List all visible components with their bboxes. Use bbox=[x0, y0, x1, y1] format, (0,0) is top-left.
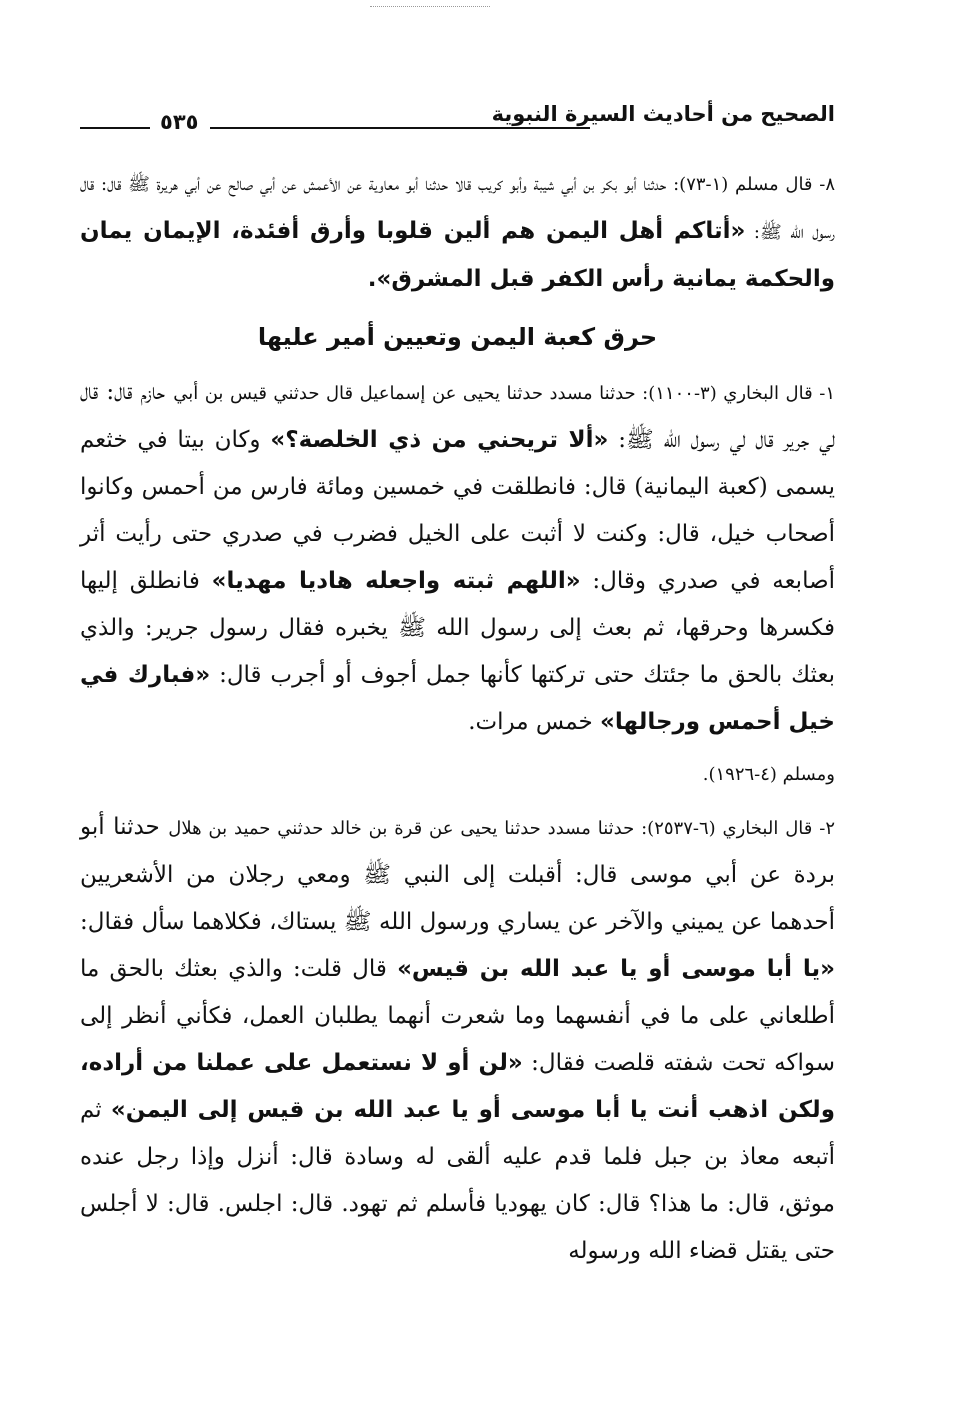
hadith-1-text: وكان بيتا في خثعم يسمى (كعبة اليمانية) قال: فانطلقت في خمسين ومائة فارس من أحمس وكانوا أصحاب خيل، قال: وكنت لا أثبت على الخيل فضرب في صدري حتى رأيت أثر أصابعه في صدري وقال: bbox=[80, 427, 836, 594]
hadith-1 bbox=[80, 369, 835, 746]
hadith-2-text: حدثنا أبو بردة عن أبي موسى قال: أقبلت إلى النبي ﷺ ومعي رجلان من الأشعريين أحدهما عن يميني والآخر عن يساري ورسول الله ﷺ يستاك، فكلاهما سأل فقال: bbox=[80, 814, 835, 935]
hadith-2 bbox=[80, 804, 835, 1275]
hadith-2-quote: «يا أبا موسى أو يا عبد الله بن قيس» bbox=[397, 956, 835, 982]
hadith-8 bbox=[80, 160, 835, 303]
section-heading: حرق كعبة اليمن وتعيين أمير عليها bbox=[257, 323, 658, 351]
hadith-1-quote: «فبارك في خيل أحمس ورجالها» bbox=[80, 662, 835, 735]
header-rule bbox=[210, 127, 590, 129]
hadith-1-quote: «ألا تريحني من ذي الخلصة؟» bbox=[270, 427, 609, 453]
running-header bbox=[80, 100, 835, 140]
hadith-1-quote: «اللهم ثبته واجعله هاديا مهديا» bbox=[211, 568, 581, 594]
hadith-2-text: قال قلت: والذي بعثك بالحق ما أطلعاني على ما في أنفسهما وما شعرت أنهما يطلبان العمل، فكأني أنظر إلى سواكه تحت شفته قلصت فقال: bbox=[80, 956, 835, 1076]
hadith-8-isnad: ٨- قال مسلم (١-٧٣): حدثنا أبو بكر بن أبي شيبة وأبو كريب قالا حدثنا أبو معاوية عن الأعمش عن أبي صالح عن أبي هريرة ﷺ قال: قال رسول الله ﷺ: bbox=[80, 174, 835, 243]
book-title: الصحيح من أحاديث السيرة النبوية bbox=[491, 102, 835, 126]
scan-mark bbox=[370, 6, 490, 7]
hadith-2-isnad: ٢- قال البخاري (٦-٢٥٣٧): حدثنا مسدد حدثنا يحيى عن قرة بن خالد حدثني حميد بن هلال bbox=[168, 818, 835, 839]
hadith-2-text: ثم أتبعه معاذ بن جبل فلما قدم عليه ألقى له وسادة قال: أنزل وإذا رجل عنده موثق، قال: ما هذا؟ قال: كان يهوديا فأسلم ثم تهود. قال: اجلس. قال: لا أجلس حتى يقتل قضاء الله ورسوله bbox=[80, 1097, 835, 1264]
hadith-1-text: حازم قال: قال لي جرير قال لي رسول الله ﷺ: bbox=[80, 379, 835, 453]
header-rule-left bbox=[80, 127, 150, 129]
hadith-1-text: فانطلق إليها فكسرها وحرقها، ثم بعث إلى رسول الله ﷺ يخبره فقال رسول جرير: والذي بعثك بالحق ما جئتك حتى تركتها كأنها جمل أجوف أو أجرب قال: bbox=[80, 568, 835, 688]
hadith-8-quote: «أتاكم أهل اليمن هم ألين قلوبا وأرق أفئدة، الإيمان يمان والحكمة يمانية رأس الكفر قبل المشرق». bbox=[80, 218, 835, 292]
page-body bbox=[80, 160, 835, 1275]
hadith-1-text: خمس مرات. bbox=[468, 709, 601, 735]
page-number: ٥٣٥ bbox=[160, 110, 199, 134]
hadith-2-quote: «لن أو لا نستعمل على عملنا من أراده، ولكن اذهب أنت يا أبا موسى أو يا عبد الله بن قيس إلى اليمن» bbox=[80, 1050, 835, 1123]
hadith-1-isnad: ١- قال البخاري (٣-١١٠٠): حدثنا مسدد حدثنا يحيى عن إسماعيل قال حدثني قيس بن أبي bbox=[173, 383, 835, 404]
muslim-reference: ومسلم (٤-١٩٢٦). bbox=[702, 764, 835, 785]
